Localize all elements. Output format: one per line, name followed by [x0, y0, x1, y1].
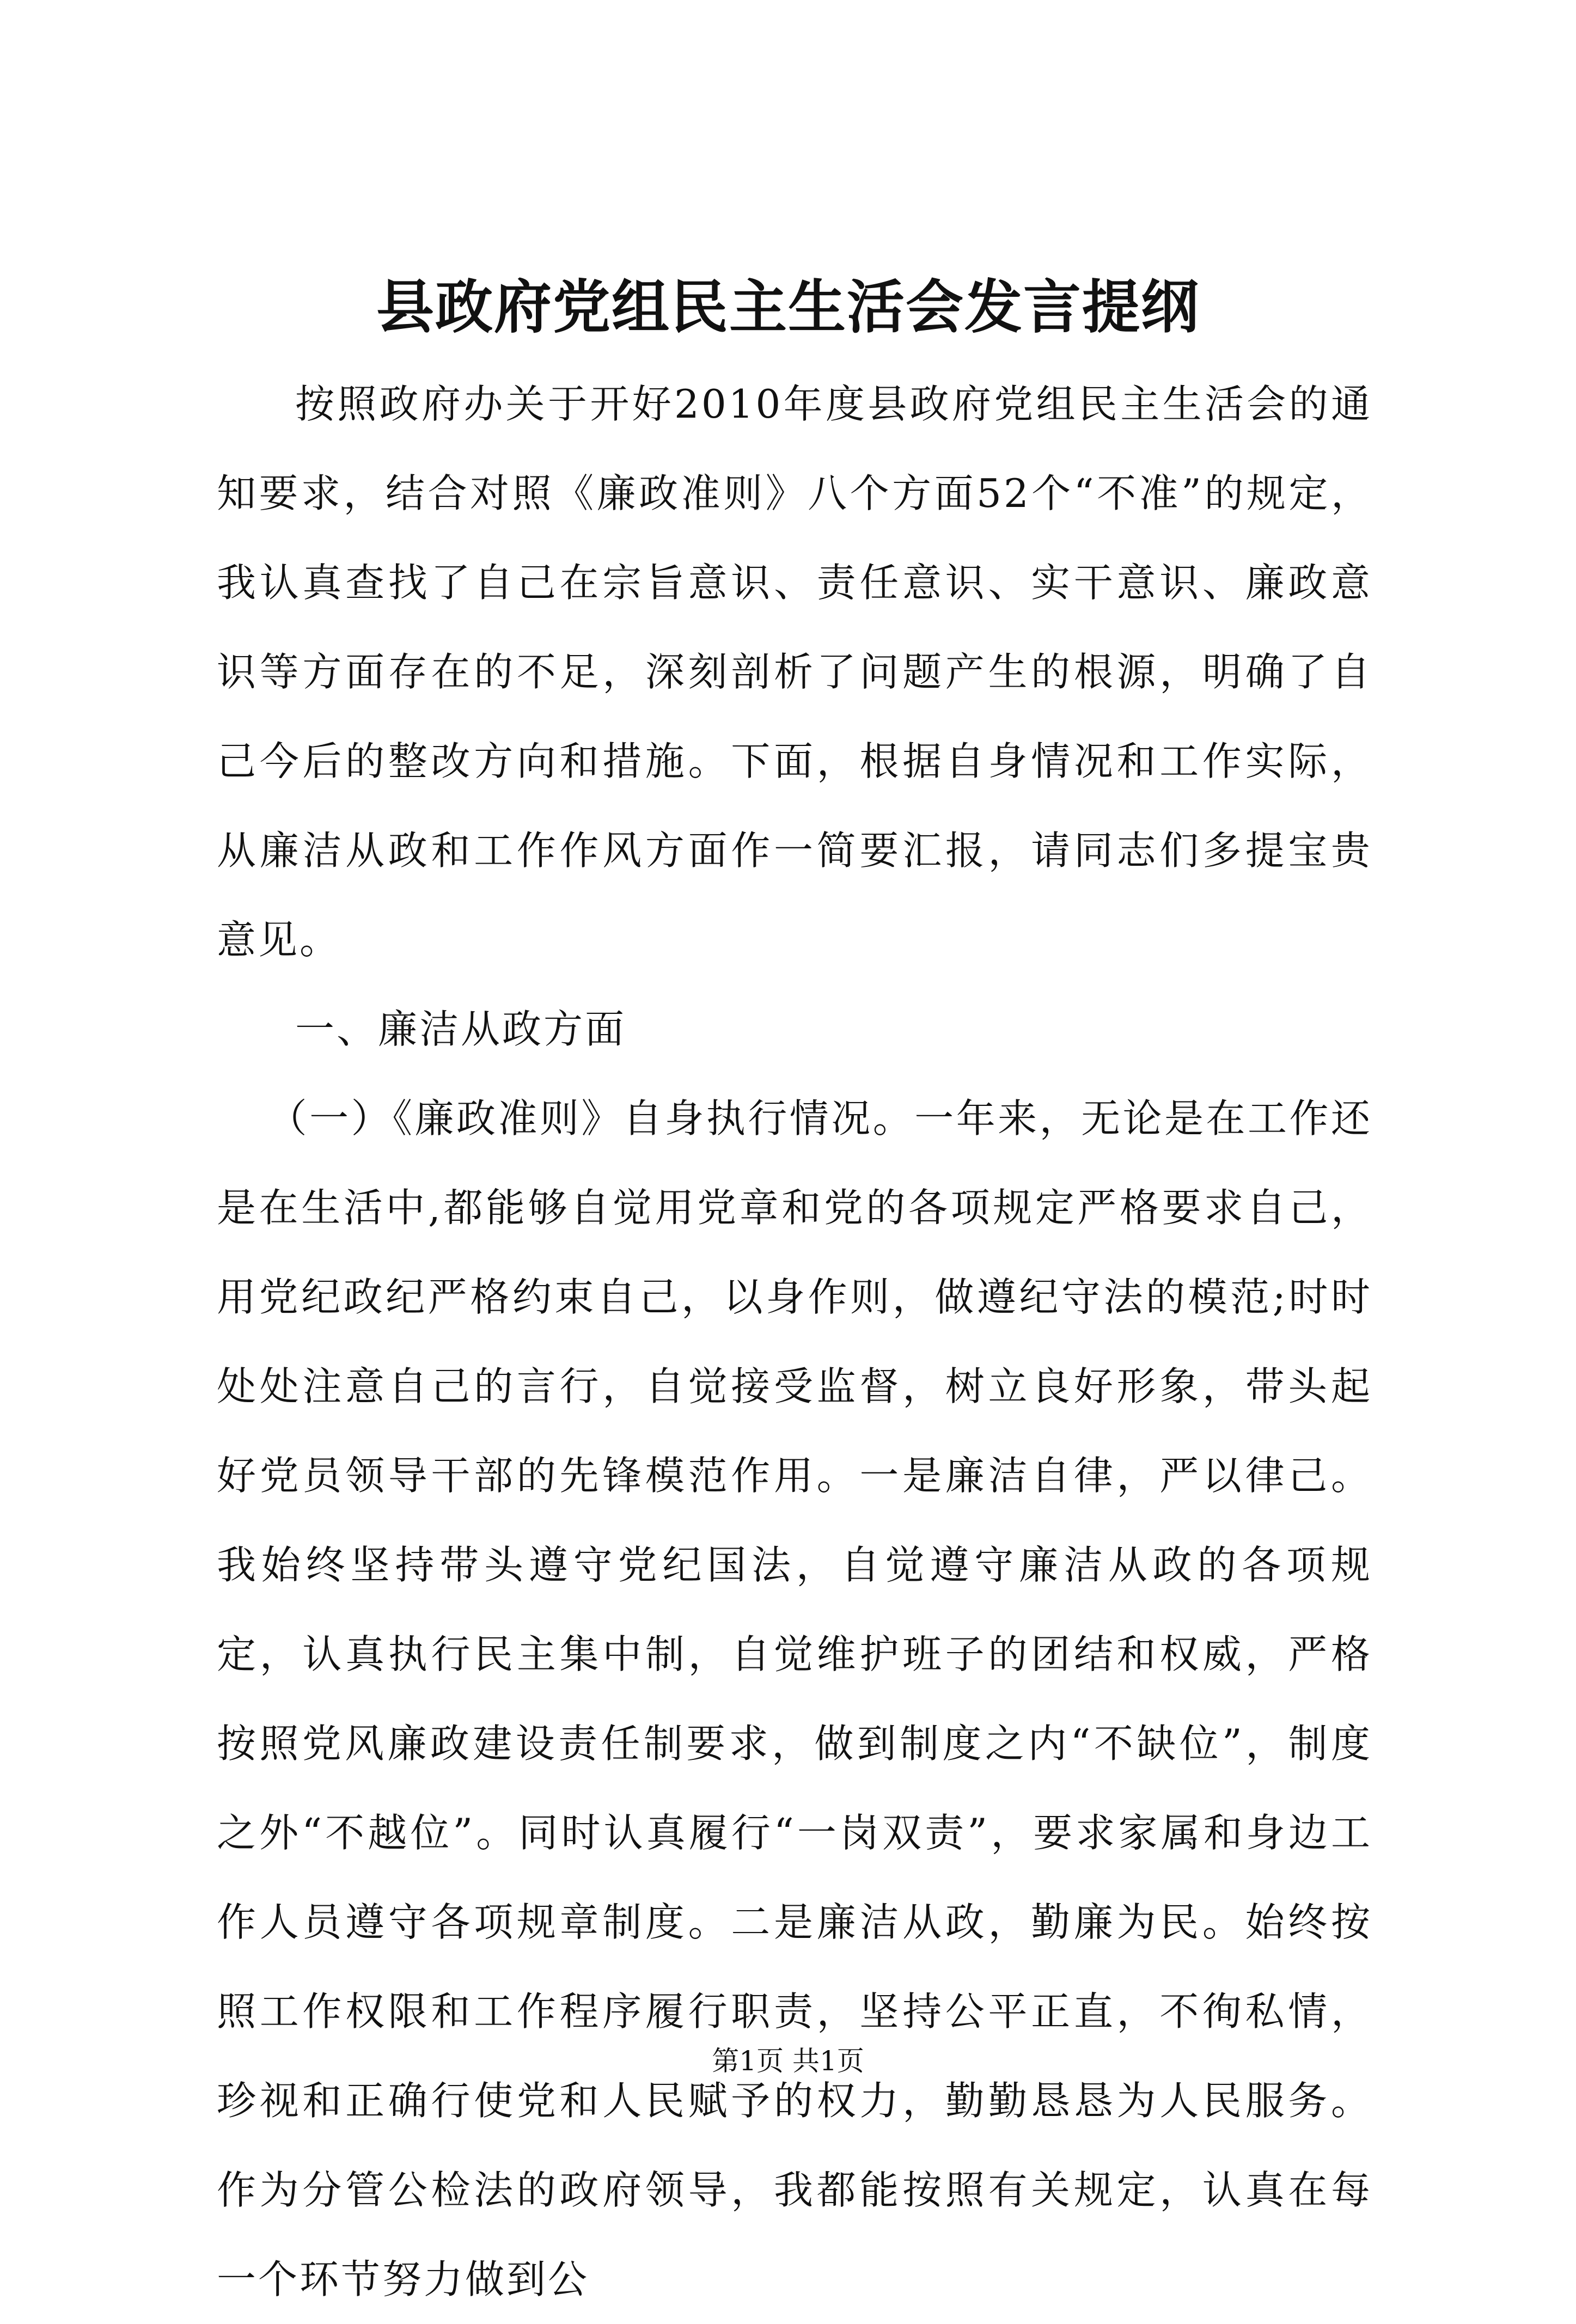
document-title: 县政府党组民主生活会发言提纲: [376, 274, 1200, 341]
paragraph-integrity-execution: （一）《廉政准则》自身执行情况。一年来，无论是在工作还是在生活中,都能够自觉用党章和党的各项规定严格要求自己，用党纪政纪严格约束自己，以身作则，做遵纪守法的模范;时时处处注意自己的言行，自觉接受监督，树立良好形象，带头起好党员领导干部的先锋模范作用。一是廉洁自律，严以律己。我始终坚持带头遵守党纪国法，自觉遵守廉洁从政的各项规定，认真执行民主集中制，自觉维护班子的团结和权威，严格按照党风廉政建设责任制要求，做到制度之内“不缺位”，制度之外“不越位”。同时认真履行“一岗双责”，要求家属和身边工作人员遵守各项规章制度。二是廉洁从政，勤廉为民。始终按照工作权限和工作程序履行职责，坚持公平正直，不徇私情，珍视和正确行使党和人民赋予的权力，勤勤恳恳为人民服务。作为分管公检法的政府领导，我都能按照有关规定，认真在每一个环节努力做到公: [217, 1096, 1372, 2302]
paragraph-intro: 按照政府办关于开好2010年度县政府党组民主生活会的通知要求，结合对照《廉政准则》八个方面52个“不准”的规定，我认真查找了自己在宗旨意识、责任意识、实干意识、廉政意识等方面存在的不足，深刻剖析了问题产生的根源，明确了自己今后的整改方向和措施。下面，根据自身情况和工作实际，从廉洁从政和工作作风方面作一简要汇报，请同志们多提宝贵意见。: [217, 381, 1372, 963]
document-body: [217, 359, 1372, 2324]
section-heading-integrity: 一、廉洁从政方面: [295, 1006, 627, 1052]
page-footer: 第1页 共1页: [712, 2045, 864, 2077]
